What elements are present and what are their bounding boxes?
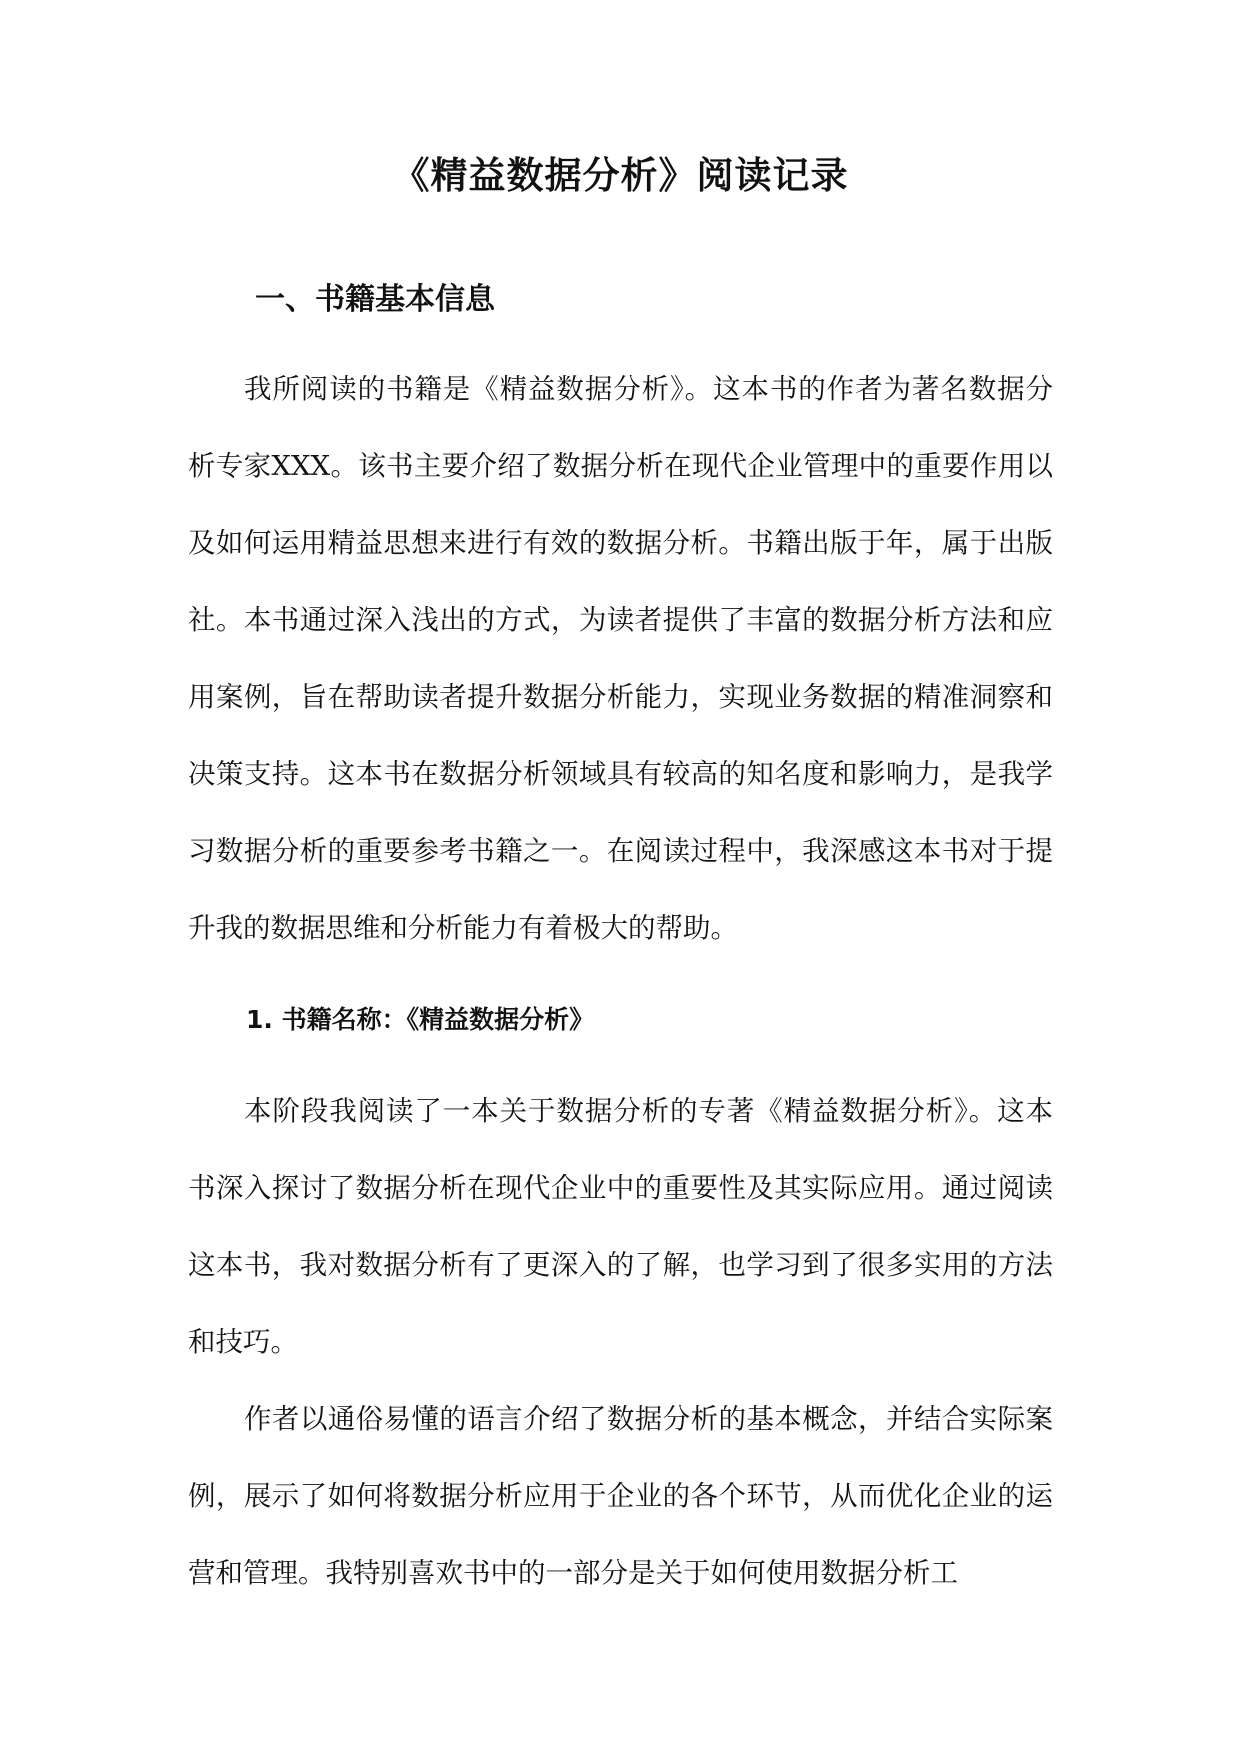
paragraph-book-info: 我所阅读的书籍是《精益数据分析》。这本书的作者为著名数据分析专家XXX。该书主要介绍了数据分析在现代企业管理中的重要作用以及如何运用精益思想来进行有效的数据分析。书籍出版于年，属于出版社。本书通过深入浅出的方式，为读者提供了丰富的数据分析方法和应用案例，旨在帮助读者提升数据分析能力，实现业务数据的精准洞察和决策支持。这本书在数据分析领域具有较高的知名度和影响力，是我学习数据分析的重要参考书籍之一。在阅读过程中，我深感这本书对于提升我的数据思维和分析能力有着极大的帮助。 xyxy=(188,373,1053,944)
document-title: 《精益数据分析》阅读记录 xyxy=(392,154,849,197)
subheading-book-name: 1. 书籍名称：《精益数据分析》 xyxy=(246,1005,595,1034)
paragraph-author-approach: 作者以通俗易懂的语言介绍了数据分析的基本概念，并结合实际案例，展示了如何将数据分析应用于企业的各个环节，从而优化企业的运营和管理。我特别喜欢书中的一部分是关于如何使用数据分析工 xyxy=(188,1403,1053,1589)
paragraph-reading-summary: 本阶段我阅读了一本关于数据分析的专著《精益数据分析》。这本书深入探讨了数据分析在现代企业中的重要性及其实际应用。通过阅读这本书，我对数据分析有了更深入的了解，也学习到了很多实用的方法和技巧。 xyxy=(188,1095,1053,1358)
section-heading: 一、书籍基本信息 xyxy=(255,282,495,317)
